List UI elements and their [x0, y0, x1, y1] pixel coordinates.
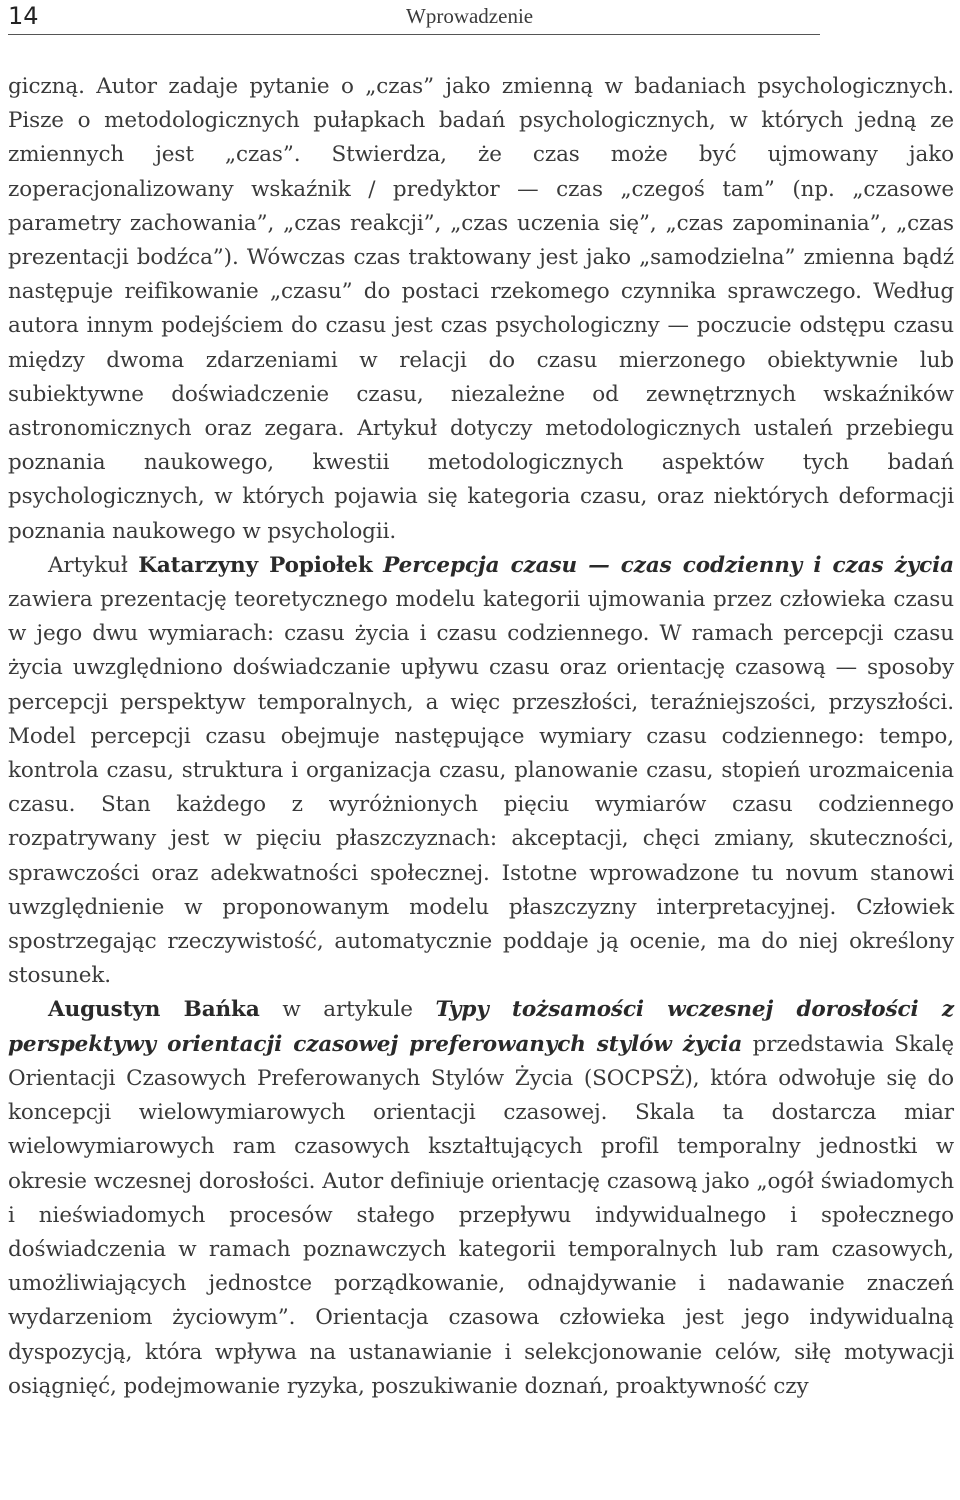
running-head: Wprowadzenie: [406, 4, 534, 28]
author-name: Katarzyny Popiołek: [138, 552, 373, 578]
paragraph-3-text: przedstawia Skalę Orientacji Czasowych Preferowanych Stylów Życia (SOCPSŻ), która odwołuje się do koncepcji wielowymiarowych orientacji czasowej. Skala ta dostarcza miar wielowymiarowych ram czasowych kształtujących profil temporalny jednostki w okresie wczesnej dorosłości. Autor definiuje orientację czasową jako „ogół świadomych i nieświadomych procesów stałego przepływu indywidualnego i społecznego doświadczenia w ramach poznawczych kategorii temporalnych lub ram czasowych, umożliwiających jednostce porządkowanie, odnajdywanie i nadawanie znaczeń wydarzeniom życiowym”. Orientacja czasowa człowieka jest jego indywidualną dyspozycją, która wpływa na ustanawianie i selekcjonowanie celów, siłę motywacji osiągnięć, podejmowanie ryzyka, poszukiwanie doznań, proaktywność czy: [8, 1031, 954, 1399]
paragraph-1: [8, 70, 954, 549]
paragraph-2-lead: Artykuł: [48, 552, 139, 578]
body-text: [8, 70, 954, 1404]
paragraph-1-text: giczną. Autor zadaje pytanie o „czas” jako zmienną w badaniach psychologicznych. Pisze o metodologicznych pułapkach badań psychologicznych, w których jedną ze zmiennych jest „czas”. Stwierdza, że czas może być ujmowany jako zoperacjonalizowany wskaźnik / predyktor — czas „czegoś tam” (np. „czasowe parametry zachowania”, „czas reakcji”, „czas uczenia się”, „czas zapominania”, „czas prezentacji bodźca”). Wówczas czas traktowany jest jako „samodzielna” zmienna bądź następuje reifikowanie „czasu” do postaci rzekomego czynnika sprawczego. Według autora innym podejściem do czasu jest czas psychologiczny — poczucie odstępu czasu między dwoma zdarzeniami w relacji do czasu mierzonego obiektywnie lub subiektywne doświadczenie czasu, niezależne od zewnętrznych wskaźników astronomicznych oraz zegara. Artykuł dotyczy metodologicznych ustaleń przebiegu poznania naukowego, kwestii metodologicznych aspektów tych badań psychologicznych, w których pojawia się kategoria czasu, oraz niektórych deformacji poznania naukowego w psychologii.: [8, 74, 954, 544]
page-header: [8, 0, 820, 35]
page-number: 14: [8, 2, 39, 30]
article-title: Percepcja czasu — czas codzienny i czas życia: [383, 552, 955, 578]
paragraph-3-mid: w artykule: [259, 997, 436, 1023]
article-title: Typy tożsamości wczesnej dorosłości z perspektywy orientacji czasowej preferowanych stylów życia: [8, 997, 954, 1057]
paragraph-2-text: zawiera prezentację teoretycznego modelu kategorii ujmowania przez człowieka czasu w jego dwu wymiarach: czasu życia i czasu codziennego. W ramach percepcji czasu życia uwzględniono doświadczanie upływu czasu oraz orientację czasową — sposoby percepcji perspektyw temporalnych, a więc przeszłości, teraźniejszości, przyszłości. Model percepcji czasu obejmuje następujące wymiary czasu codziennego: tempo, kontrola czasu, struktura i organizacja czasu, planowanie czasu, stopień urozmaicenia czasu. Stan każdego z wyróżnionych pięciu wymiarów czasu codziennego rozpatrywany jest w pięciu płaszczyznach: akceptacji, chęci zmiany, skuteczności, sprawczości oraz adekwatności społecznej. Istotne wprowadzone tu novum stanowi uwzględnienie w proponowanym modelu płaszczyzny interpretacyjnej. Człowiek spostrzegając rzeczywistość, automatycznie poddaje ją ocenie, ma do niej określony stosunek.: [8, 587, 954, 989]
paragraph-2-space: [373, 553, 384, 578]
paragraph-2: [8, 549, 954, 994]
author-name: Augustyn Bańka: [48, 997, 260, 1023]
paragraph-3: [8, 993, 954, 1403]
